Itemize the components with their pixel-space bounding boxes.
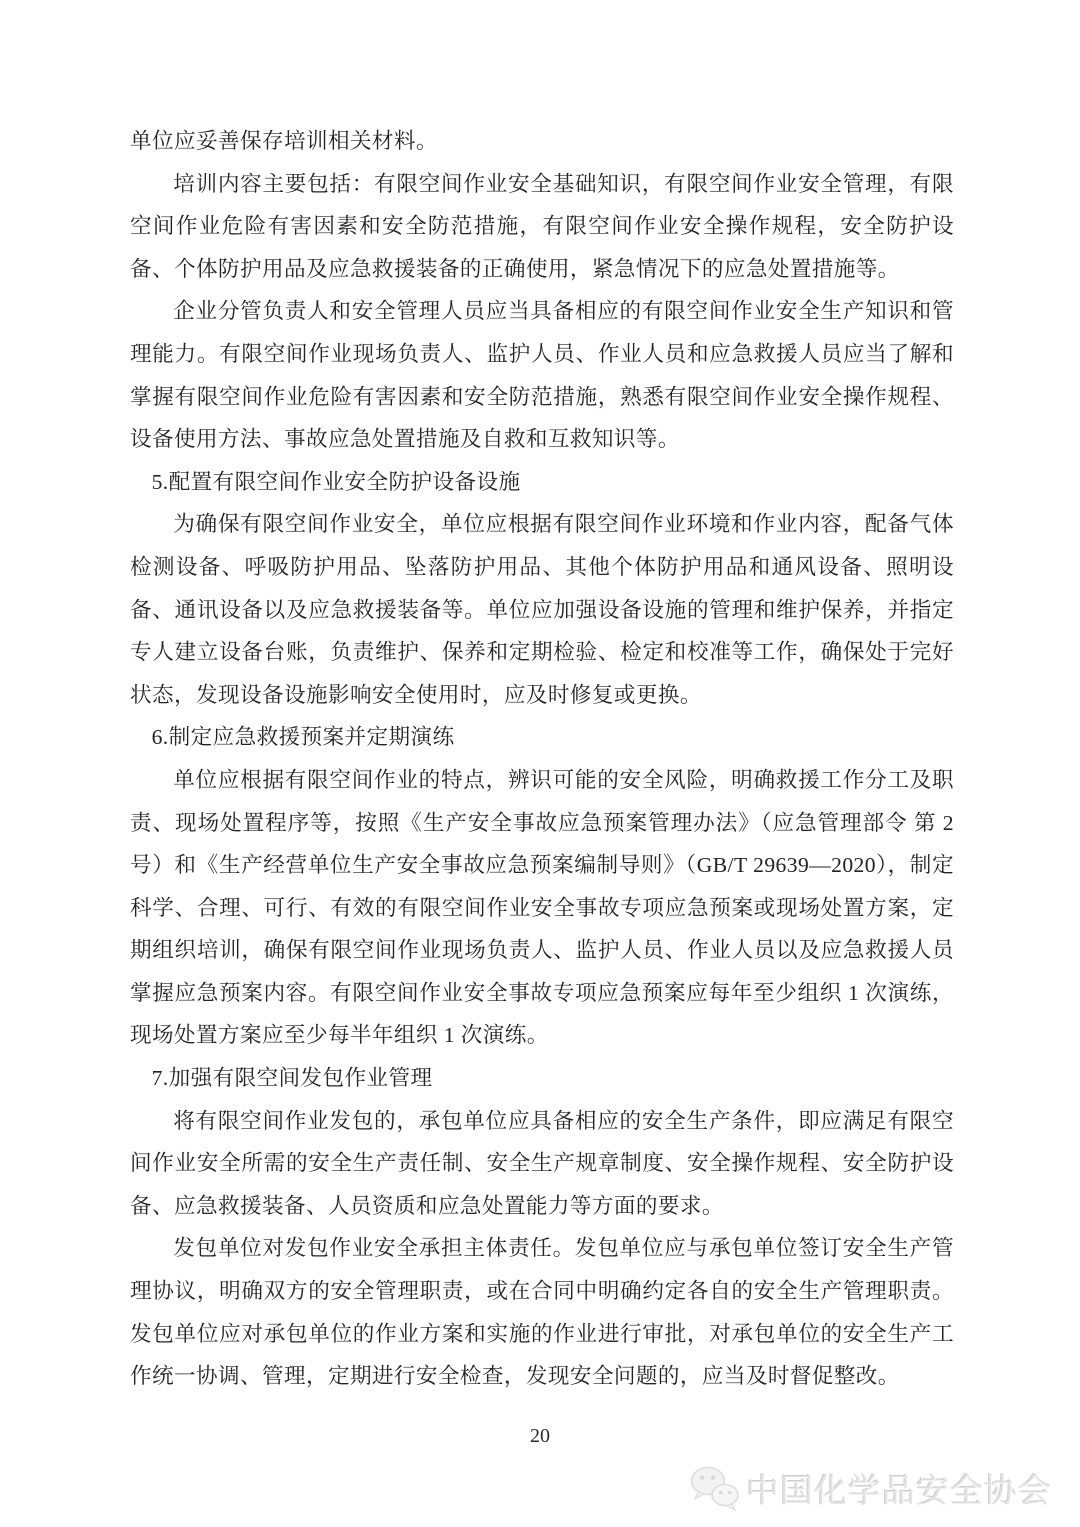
footer-brand-text: 中国化学品安全协会 bbox=[746, 1471, 1052, 1509]
paragraph-emergency-plan: 单位应根据有限空间作业的特点，辨识可能的安全风险，明确救援工作分工及职责、现场处置程序等，按照《生产安全事故应急预案管理办法》（应急管理部令 第 2 号）和《生产经营单位生产安全事故应急预案编制导则》（GB/T 29639—2020），制定科学、合理、可行、有效的有限空间作业安全事故专项应急预案或现场处置方案，定期组织培训，确保有限空间作业现场负责人、监护人员、作业人员以及应急救援人员掌握应急预案内容。有限空间作业安全事故专项应急预案应每年至少组织 1 次演练，现场处置方案应至少每半年组织 1 次演练。 bbox=[130, 767, 954, 1048]
footer-watermark bbox=[688, 1464, 1052, 1512]
document-body bbox=[130, 120, 954, 1398]
paragraph-contracting-responsibility: 发包单位对发包作业安全承担主体责任。发包单位应与承包单位签订安全生产管理协议，明确双方的安全管理职责，或在合同中明确约定各自的安全生产管理职责。发包单位应对承包单位的作业方案和实施的作业进行审批，对承包单位的安全生产工作统一协调、管理，定期进行安全检查，发现安全问题的，应当及时督促整改。 bbox=[130, 1236, 954, 1389]
wechat-logo-icon bbox=[688, 1464, 740, 1512]
page-number: 20 bbox=[530, 1425, 550, 1447]
paragraph-contracting-conditions: 将有限空间作业发包的，承包单位应具备相应的安全生产条件，即应满足有限空间作业安全所需的安全生产责任制、安全生产规章制度、安全操作规程、安全防护设备、应急救援装备、人员资质和应急处置能力等方面的要求。 bbox=[130, 1108, 954, 1218]
section-heading-5: 5.配置有限空间作业安全防护设备设施 bbox=[151, 469, 521, 494]
paragraph-continuation: 单位应妥善保存培训相关材料。 bbox=[130, 129, 438, 153]
paragraph-personnel-knowledge: 企业分管负责人和安全管理人员应当具备相应的有限空间作业安全生产知识和管理能力。有限空间作业现场负责人、监护人员、作业人员和应急救援人员应当了解和掌握有限空间作业危险有害因素和安全防范措施，熟悉有限空间作业安全操作规程、设备使用方法、事故应急处置措施及自救和互救知识等。 bbox=[130, 299, 954, 452]
section-heading-7: 7.加强有限空间发包作业管理 bbox=[151, 1066, 433, 1091]
paragraph-equipment-provision: 为确保有限空间作业安全，单位应根据有限空间作业环境和作业内容，配备气体检测设备、呼吸防护用品、坠落防护用品、其他个体防护用品和通风设备、照明设备、通讯设备以及应急救援装备等。单位应加强设备设施的管理和维护保养，并指定专人建立设备台账，负责维护、保养和定期检验、检定和校准等工作，确保处于完好状态，发现设备设施影响安全使用时，应及时修复或更换。 bbox=[130, 512, 954, 707]
paragraph-training-content: 培训内容主要包括：有限空间作业安全基础知识，有限空间作业安全管理，有限空间作业危险有害因素和安全防范措施，有限空间作业安全操作规程，安全防护设备、个体防护用品及应急救援装备的正确使用，紧急情况下的应急处置措施等。 bbox=[130, 171, 954, 281]
section-heading-6: 6.制定应急救援预案并定期演练 bbox=[151, 725, 455, 750]
